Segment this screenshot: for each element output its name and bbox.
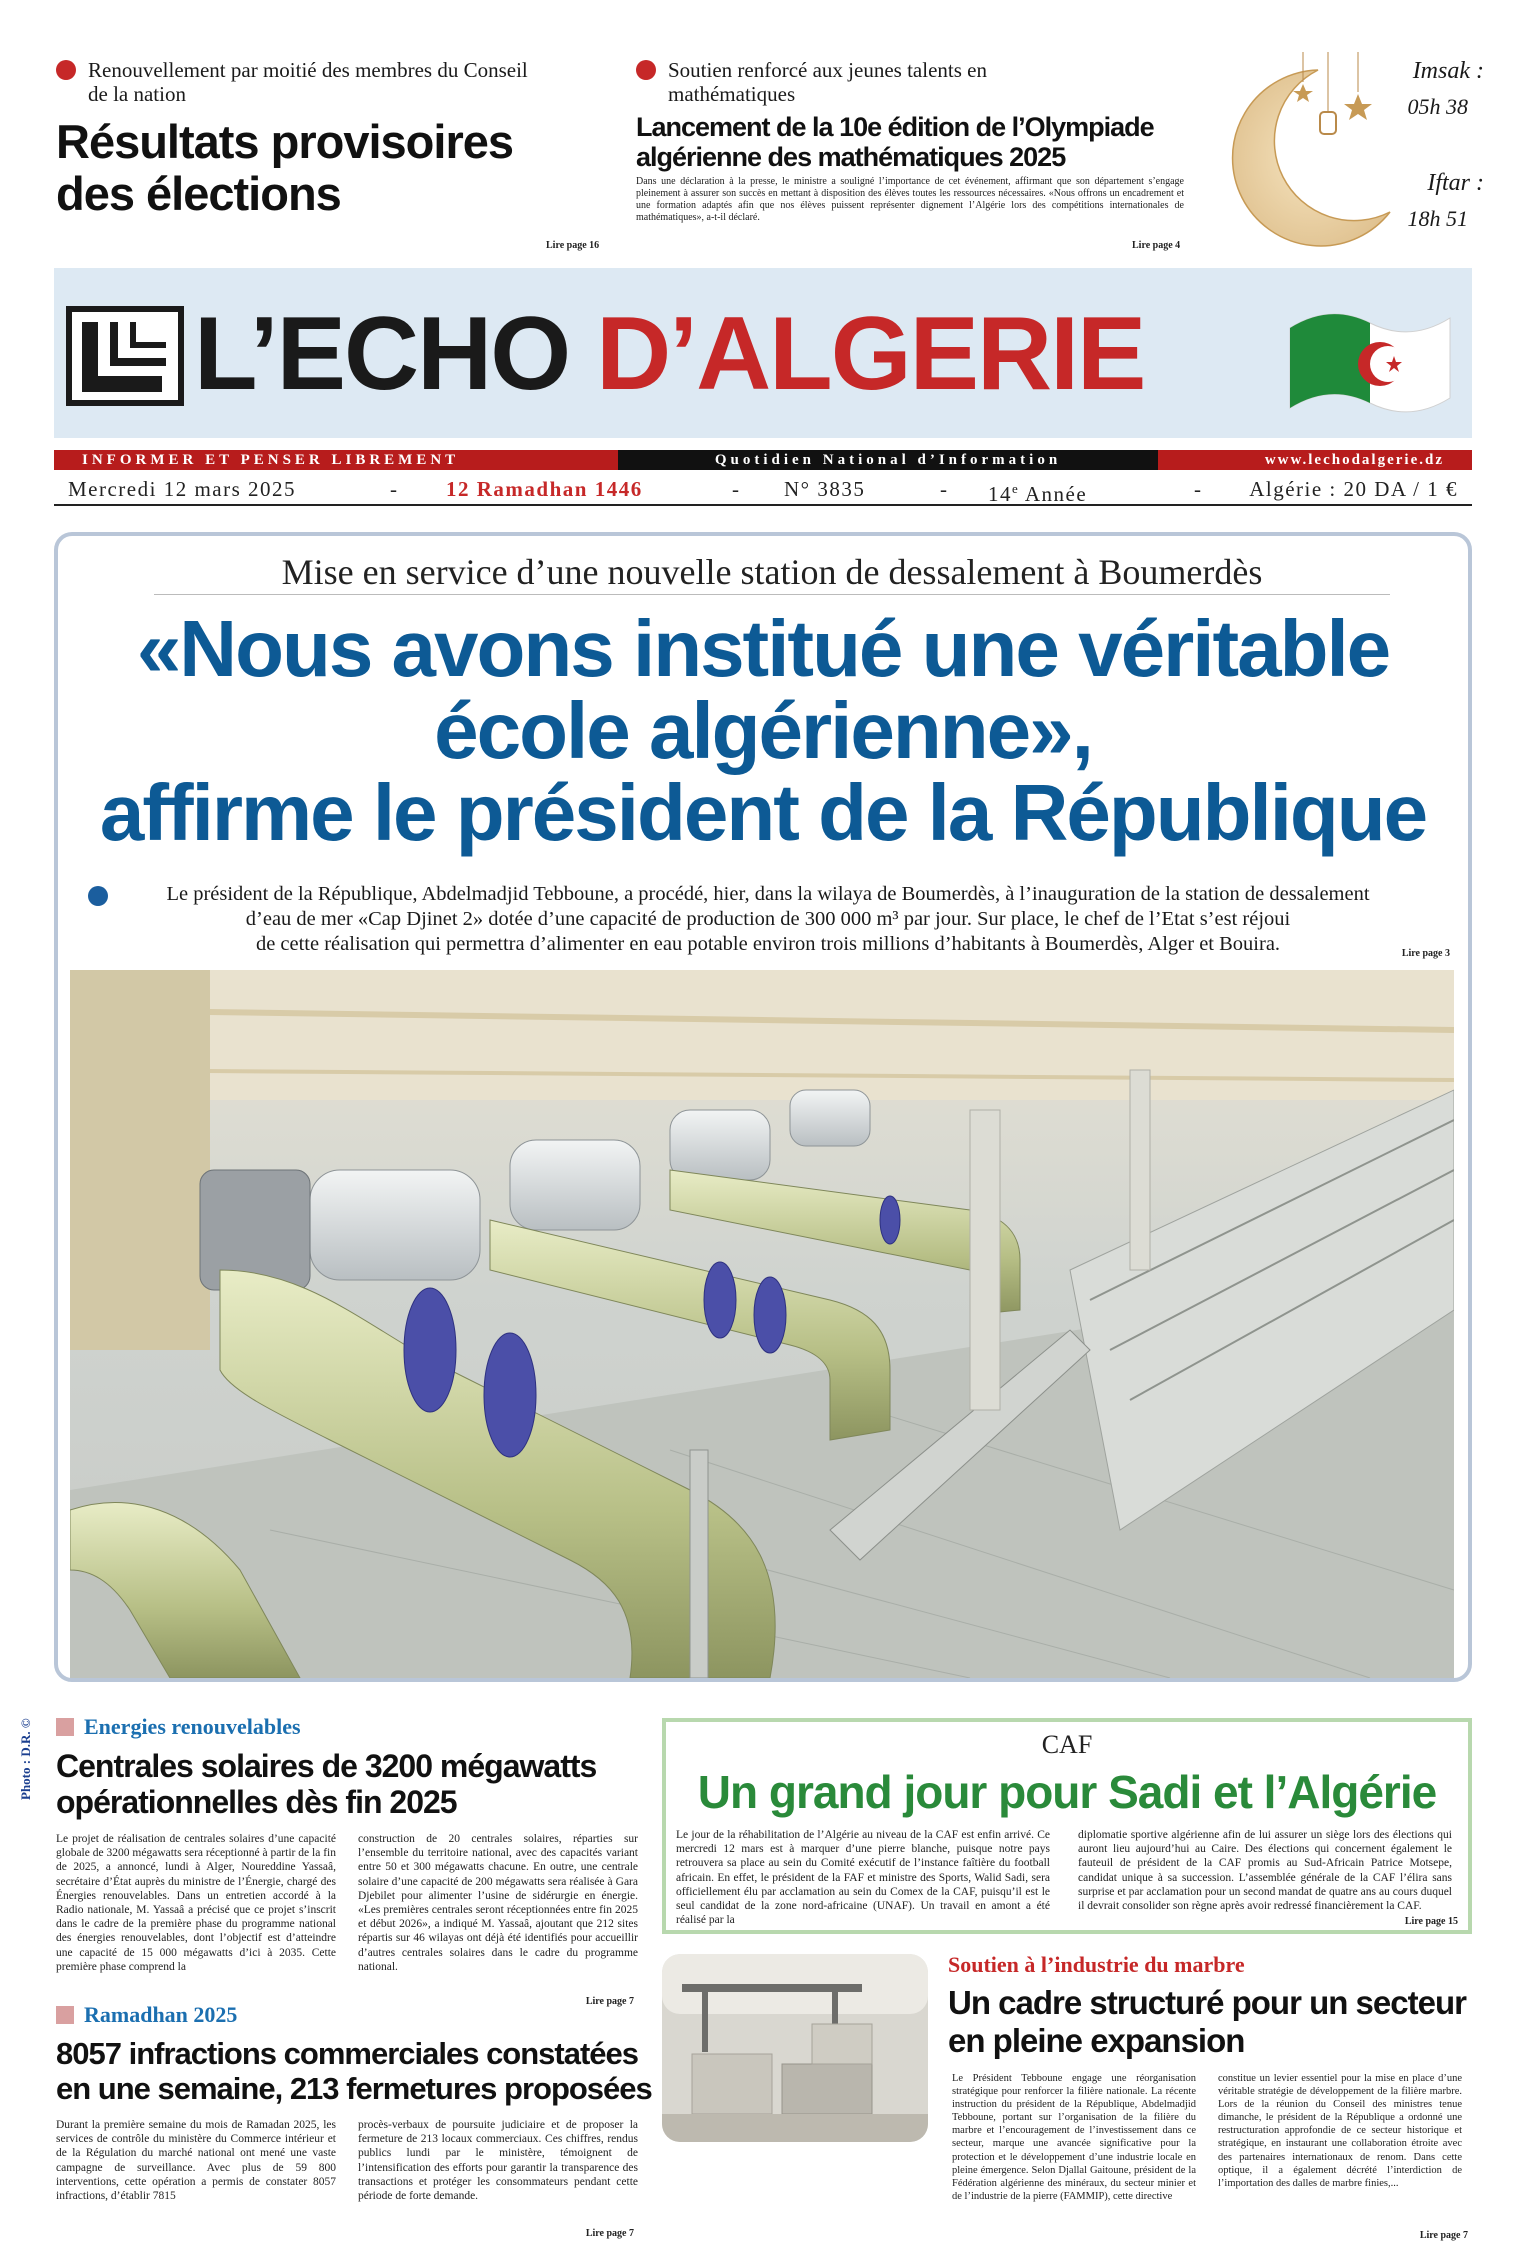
article-column: constitue un levier essentiel pour la mise en place d’une véritable stratégie de développement de la filière marbre. Lors de la réunion du Conseil des ministres tenue dimanche, le président de la République a ordonné une restructuration approfondie de ce secteur historique et stratégique, en instaurant une collaboration étroite avec des partenaires internationaux de renom. Dans cette optique, il a également décrété l’interdiction de l’importation des dalles de marbre finies,... — [1218, 2073, 1462, 2189]
teaser-body: Dans une déclaration à la presse, le ministre a souligné l’importance de cet événement, affirmant que son département s’engage pleinement à assurer son succès en mettant à disposition des élèves toutes les ressources nécessaires. «Nous offrons un encadrement et une formation adaptés afin que nos élèves puissent représenter dignement l’Algérie lors des compétitions internationales de mathématiques», a-t-il déclaré. — [636, 176, 1184, 223]
price: Algérie : 20 DA / 1 € — [1249, 477, 1458, 501]
slogan: INFORMER ET PENSER LIBREMENT — [82, 452, 460, 468]
rubric: Ramadhan 2025 — [84, 2002, 238, 2027]
rubric: Energies renouvelables — [84, 1714, 301, 1739]
lire-page[interactable]: Lire page 16 — [546, 240, 600, 251]
teaser-left[interactable] — [56, 58, 616, 258]
article-headline: 8057 infractions commerciales constatées en une semaine, 213 fermetures proposées — [56, 2036, 652, 2106]
article-headline: Un cadre structuré pour un secteur en pleine expansion — [948, 1984, 1466, 2059]
crescent-moon-icon — [1208, 52, 1408, 258]
iftar-time: 18h 51 — [1407, 206, 1468, 231]
algerian-flag-icon — [1280, 298, 1460, 418]
slogan-bar — [54, 450, 1472, 470]
imsak-label: Imsak : — [1412, 58, 1484, 84]
logo-mark-icon — [66, 306, 184, 406]
lire-page[interactable]: Lire page 15 — [1404, 1916, 1458, 1927]
article-headline: Centrales solaires de 3200 mégawatts opérationnelles dès fin 2025 — [56, 1748, 597, 1820]
lire-page[interactable]: Lire page 3 — [1401, 948, 1450, 959]
main-story-frame — [54, 532, 1472, 1682]
article-column: Le projet de réalisation de centrales solaires d’une capacité globale de 3200 mégawatts sera réceptionné à partir de la fin de 2025, a annoncé, lundi à Alger, Noureddine Yassaâ, secrétaire d’État auprès du ministre de l’Énergie, chargé des Énergies renouvelables. Dans un entretien accordé à la Radio nationale, M. Yassaâ a précisé que ce projet s’inscrit dans le cadre de la première phase du programme national des énergies renouvelables, dont l’objectif est d’atteindre une capacité de 15 000 mégawatts d’ici à 2035. Cette première phase comprend la — [56, 1833, 336, 1973]
lire-page[interactable]: Lire page 7 — [585, 1996, 634, 2007]
issue-date: Mercredi 12 mars 2025 — [68, 477, 297, 501]
article-energies[interactable] — [56, 1714, 638, 2010]
website-link[interactable]: www.lechodalgerie.dz — [1264, 452, 1444, 468]
iftar-label: Iftar : — [1427, 170, 1484, 196]
article-headline: Un grand jour pour Sadi et l’Algérie — [697, 1766, 1437, 1818]
rubric-square-icon — [56, 1718, 74, 1736]
bullet-icon — [636, 60, 656, 80]
subtitle-band: Quotidien National d’Information — [618, 450, 1158, 470]
bullet-icon — [56, 60, 76, 80]
masthead-band — [54, 268, 1472, 438]
article-column: diplomatie sportive algérienne afin de lui assurer un siège lors des élections qui auront lieu aujourd’hui au Caire. Des élections qui concernent également le fauteuil de président de la CAF promis au Sud-Africain Patrice Motsepe, candidat unique à sa succession. L’assemblée générale de la CAF l’élira sans surprise et par acclamation pour un second mandat de quatre ans au cours duquel il devrait consolider son règne après avoir redressé financièrement la CAF. — [1078, 1829, 1452, 1913]
article-column: construction de 20 centrales solaires, réparties sur l’ensemble du territoire national, avec des capacités variant entre 50 et 300 mégawatts chacune. En outre, une centrale solaire d’une capacité de 200 mégawatts sera réalisée à Gara Djebilet pour alimenter l’usine de sidérurgie en énergie. «Les premières centrales seront réceptionnées entre fin 2025 et début 2026», a indiqué M. Yassaâ, ajoutant que 212 sites répartis sur 46 wilayas ont déjà été identifiés pour accueillir d’autres centrales solaires dans le cadre du programme national. — [358, 1833, 638, 1973]
teaser-headline: Résultats provisoires des élections — [56, 115, 514, 220]
article-column: Le Président Tebboune engage une réorganisation stratégique pour renforcer la filière nationale. La récente instruction du président de la République, Abdelmadjid Tebboune, portant sur l’organisation de la filière du marbre et l’encouragement de l’investissement dans ce secteur, marque une avancée significative pour la protection et le développement d’une industrie locale en pleine émergence. Selon Djallal Gaitoune, président de la Fédération algérienne des minéraux, du secteur minier et de l’industrie de la pierre (FAMMIP), cette directive — [952, 2073, 1196, 2202]
year-count: 14e Année — [988, 481, 1088, 506]
main-headline[interactable]: «Nous avons institué une véritable école algérienne», affirme le président de la République — [99, 604, 1427, 857]
teaser-middle[interactable] — [636, 58, 1184, 258]
rubric: CAF — [1041, 1730, 1093, 1759]
rubric: Soutien à l’industrie du marbre — [948, 1952, 1245, 1977]
main-lead: Le président de la République, Abdelmadjid Tebboune, a procédé, hier, dans la wilaya de Boumerdès, à l’inauguration de la station de dessalement d’eau de mer «Cap Djinet 2» dotée d’une capacité de production de 300 000 m³ par jour. Sur place, le chef de l’Etat s’est réjoui de cette réalisation qui permettra d’alimenter en eau potable environ trois millions d’habitants à Boumerdès, Alger et Bouira. — [88, 882, 1448, 957]
rubric-square-icon — [56, 2006, 74, 2024]
article-caf[interactable] — [662, 1718, 1472, 1934]
article-column: Le jour de la réhabilitation de l’Algérie au niveau de la CAF est enfin arrivé. Ce mercredi 12 mars est à marquer d’une pierre blanche, puisque notre pays retrouvera sa place au sein du Comité exécutif de l’instance faîtière du football africain. En effet, le président de la FAF et ministre des Sports, Walid Sadi, sera officiellement élu par acclamation au sein du Comex de la CAF, puisqu’il est le seul candidat de la zone nord-africaine (UNAF). Un travail en amont a été réalisé par la — [676, 1829, 1050, 1927]
teaser-kicker: Soutien renforcé aux jeunes talents en mathématiques — [668, 58, 987, 106]
imsak-time: 05h 38 — [1407, 94, 1468, 119]
photo-credit: Photo : D.R. © — [18, 1718, 33, 1800]
masthead-title: L’ECHO D’ALGERIE — [194, 296, 1145, 412]
lire-page[interactable]: Lire page 7 — [1419, 2230, 1468, 2241]
main-kicker: Mise en service d’une nouvelle station de dessalement à Boumerdès — [154, 550, 1390, 595]
marble-quarry-photo — [662, 1954, 928, 2142]
hijri-date: 12 Ramadhan 1446 — [446, 477, 643, 501]
article-column: Durant la première semaine du mois de Ramadan 2025, les services de contrôle du ministère du Commerce intérieur et de la Régulation du marché national ont mené une vaste campagne de surveillance. Avec plus de 59 800 interventions, cette opération a permis de constater 8057 infractions, d’établir 7815 — [56, 2119, 336, 2203]
desalination-plant-photo — [70, 970, 1454, 1678]
issue-number: N° 3835 — [784, 477, 866, 501]
lire-page[interactable]: Lire page 4 — [1132, 240, 1181, 251]
date-line: Mercredi 12 mars 2025 - 12 Ramadhan 1446 - N° 3835 - 14e Année - Algérie : 20 DA / 1 € — [54, 472, 1472, 506]
article-marbre[interactable] — [662, 1952, 1472, 2244]
lire-page[interactable]: Lire page 7 — [585, 2228, 634, 2239]
article-ramadhan[interactable] — [56, 2002, 652, 2242]
bullet-icon — [88, 886, 108, 906]
teaser-headline: Lancement de la 10e édition de l’Olympiade algérienne des mathématiques 2025 — [636, 112, 1154, 172]
article-column: procès-verbaux de poursuite judiciaire et de proposer la fermeture de 213 locaux commerciaux. Ces chiffres, rendus publics lundi par le ministère, témoignent de l’intensification des efforts pour garantir la transparence des transactions et protéger les consommateurs pendant cette période de forte demande. — [358, 2119, 638, 2203]
teaser-kicker: Renouvellement par moitié des membres du Conseil de la nation — [88, 58, 528, 106]
ramadan-times — [1208, 52, 1488, 258]
